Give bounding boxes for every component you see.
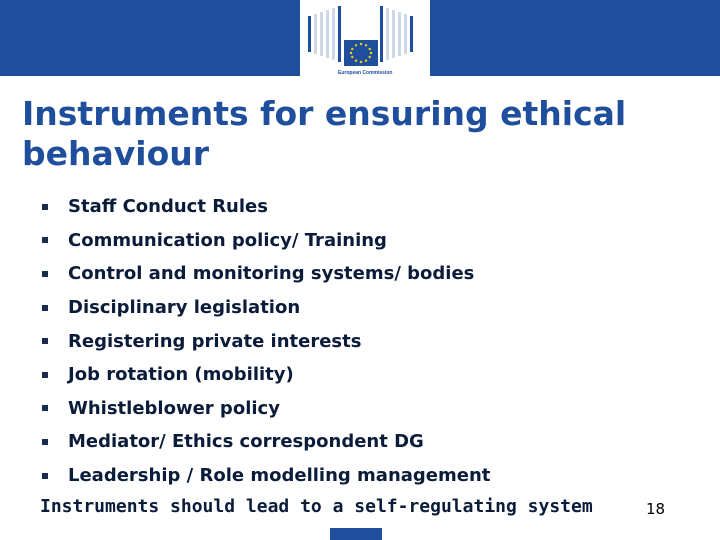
bullet-item: [40, 224, 700, 258]
bullet-item: [40, 324, 700, 358]
bullet-text: Control and monitoring systems/ bodies: [68, 263, 475, 285]
bullet-text: Communication policy/ Training: [68, 229, 387, 251]
bullet-item: [40, 291, 700, 325]
bullet-item: [40, 425, 700, 459]
slide-title: Instruments for ensuring ethical behaviour: [22, 94, 627, 173]
logo-label: European Commission: [338, 70, 393, 76]
bullet-item: [40, 257, 700, 291]
square-bullet-icon: [42, 405, 48, 411]
square-bullet-icon: [42, 372, 48, 378]
square-bullet-icon: [42, 204, 48, 210]
bullet-item: [40, 358, 700, 392]
bullet-list: [40, 190, 700, 492]
bullet-text: Job rotation (mobility): [68, 364, 294, 386]
bullet-item: [40, 459, 700, 493]
square-bullet-icon: [42, 305, 48, 311]
footer-tab: [330, 528, 382, 540]
european-commission-logo: [300, 0, 430, 100]
bullet-text: Mediator/ Ethics correspondent DG: [68, 431, 424, 453]
bullet-text: Registering private interests: [68, 330, 362, 352]
square-bullet-icon: [42, 237, 48, 243]
bullet-text: Staff Conduct Rules: [68, 196, 268, 218]
bullet-text: Leadership / Role modelling management: [68, 465, 491, 487]
page-number: 18: [646, 500, 666, 518]
square-bullet-icon: [42, 473, 48, 479]
bullet-text: Whistleblower policy: [68, 397, 280, 419]
bullet-item: [40, 392, 700, 426]
square-bullet-icon: [42, 338, 48, 344]
square-bullet-icon: [42, 439, 48, 445]
commission-building-icon: [300, 0, 430, 100]
bullet-item: [40, 190, 700, 224]
conclusion-text: Instruments should lead to a self-regulating system: [40, 496, 593, 517]
bullet-text: Disciplinary legislation: [68, 297, 301, 319]
square-bullet-icon: [42, 271, 48, 277]
